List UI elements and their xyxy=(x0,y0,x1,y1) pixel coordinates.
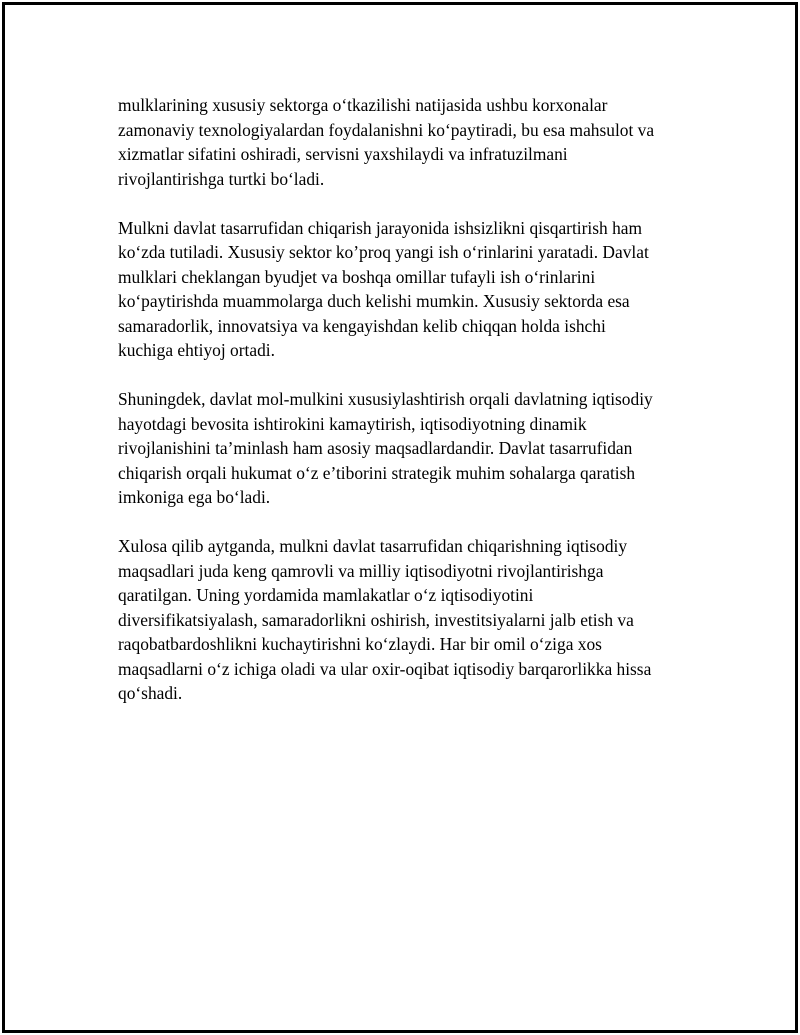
paragraph-4: Xulosa qilib aytganda, mulkni davlat tasarrufidan chiqarishning iqtisodiy maqsadlari juda keng qamrovli va milliy iqtisodiyotni rivojlantirishga qaratilgan. Uning yordamida mamlakatlar o‘z iqtisodiyotini diversifikatsiyalash, samaradorlikni oshirish, investitsiyalarni jalb etish va raqobatbardoshlikni kuchaytirishni ko‘zlaydi. Har bir omil o‘ziga xos maqsadlarni o‘z ichiga oladi va ular oxir-oqibat iqtisodiy barqarorlikka hissa qo‘shadi. xyxy=(118,536,652,703)
document-body xyxy=(118,93,698,730)
paragraph-2: Mulkni davlat tasarrufidan chiqarish jarayonida ishsizlikni qisqartirish ham ko‘zda tutiladi. Xususiy sektor ko’proq yangi ish o‘rinlarini yaratadi. Davlat mulklari cheklangan byudjet va boshqa omillar tufayli ish o‘rinlarini ko‘paytirishda muammolarga duch kelishi mumkin. Xususiy sektorda esa samaradorlik, innovatsiya va kengayishdan kelib chiqqan holda ishchi kuchiga ehtiyoj ortadi. xyxy=(118,217,649,360)
paragraph-3: Shuningdek, davlat mol-mulkini xususiylashtirish orqali davlatning iqtisodiy hayotdagi bevosita ishtirokini kamaytirish, iqtisodiyotning dinamik rivojlanishini ta’minlash ham asosiy maqsadlardandir. Davlat tasarrufidan chiqarish orqali hukumat o‘z e’tiborini strategik muhim sohalarga qaratish imkoniga ega bo‘ladi. xyxy=(118,389,653,507)
paragraph-1: mulklarining xususiy sektorga o‘tkazilishi natijasida ushbu korxonalar zamonaviy texnologiyalardan foydalanishni ko‘paytiradi, bu esa mahsulot va xizmatlar sifatini oshiradi, servisni yaxshilaydi va infratuzilmani rivojlantirishga turtki bo‘ladi. xyxy=(118,95,655,189)
